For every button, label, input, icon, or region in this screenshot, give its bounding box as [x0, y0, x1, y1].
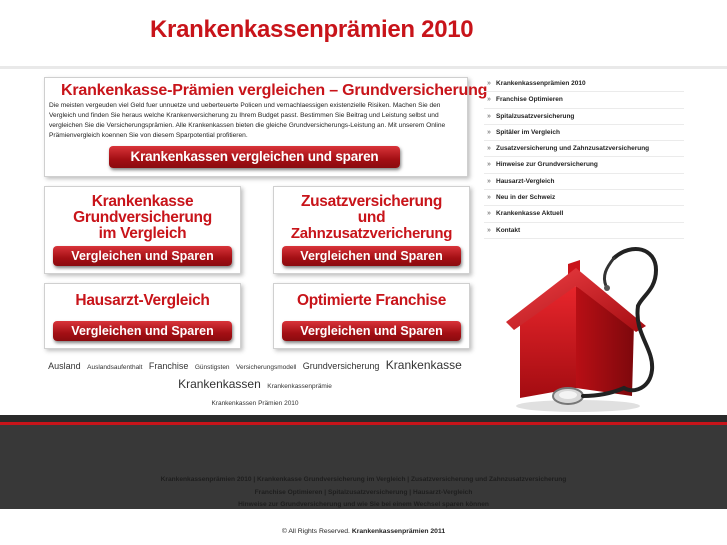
feature-box-hausarzt — [44, 283, 241, 349]
compare-button-grundversicherung[interactable]: Vergleichen und Sparen — [53, 246, 232, 266]
house-icon — [506, 238, 676, 420]
sidebar-item-neu-schweiz[interactable] — [484, 190, 684, 206]
feature-box-franchise — [273, 283, 470, 349]
sidebar-item-praemien-2010[interactable] — [484, 76, 684, 92]
sidebar-item-spitaeler[interactable] — [484, 125, 684, 141]
footer-links — [0, 474, 727, 512]
feature-box-grundversicherung — [44, 186, 241, 274]
sidebar-item-franchise[interactable] — [484, 92, 684, 108]
chevron-right-icon: » — [487, 177, 491, 185]
copyright-prefix: © All Rights Reserved. — [281, 528, 350, 535]
feature-title-line[interactable]: und — [357, 209, 386, 226]
feature-title-line[interactable]: Grundversicherung — [73, 209, 212, 226]
header-divider — [0, 66, 727, 69]
sidebar-nav — [484, 76, 684, 239]
house-stethoscope-illustration — [506, 238, 676, 420]
tag-link[interactable]: Krankenkassen — [178, 377, 261, 391]
tag-link[interactable]: Ausland — [48, 361, 81, 371]
intro-box — [44, 77, 488, 177]
chevron-right-icon: » — [487, 210, 491, 218]
chevron-right-icon: » — [487, 112, 491, 120]
compare-button-zusatzversicherung[interactable]: Vergleichen und Sparen — [282, 246, 461, 266]
sidebar-item-spitalzusatz[interactable] — [484, 109, 684, 125]
sidebar-item-label: Kontakt — [496, 226, 521, 234]
footer-links-line[interactable]: Franchise Optimieren | Spitalzusatzversicherung | Hausarzt-Vergleich — [254, 488, 473, 496]
feature-title-line[interactable]: Optimierte Franchise — [296, 292, 447, 309]
tag-link[interactable]: Franchise — [148, 361, 189, 371]
footer — [0, 425, 727, 509]
sidebar-item-label: Franchise Optimieren — [496, 96, 563, 104]
sidebar-item-hinweise[interactable] — [484, 157, 684, 173]
sidebar-item-label: Krankenkasse Aktuell — [496, 210, 564, 218]
copyright-site: Krankenkassenprämien 2011 — [351, 528, 446, 535]
compare-button-hausarzt[interactable]: Vergleichen und Sparen — [53, 321, 232, 341]
sidebar-item-label: Neu in der Schweiz — [496, 194, 556, 202]
tag-link[interactable]: Krankenkassenprämie — [267, 383, 332, 390]
feature-title-line[interactable]: Zusatzversicherung — [300, 193, 443, 210]
footer-links-line[interactable]: Krankenkassenprämien 2010 | Krankenkasse Grundversicherung im Vergleich | Zusatzversicherung und Zahnzusatzversicherung — [160, 476, 567, 483]
sidebar-item-label: Spitäler im Vergleich — [496, 128, 560, 136]
sidebar-item-label: Hausarzt-Vergleich — [496, 177, 555, 185]
sidebar-item-kontakt[interactable] — [484, 223, 684, 239]
intro-text: Die meisten vergeuden viel Geld fuer unnuetze und ueberteuerte Policen und vernachlaessigen existenzielle Risiken. Machen Sie den Vergleich und finden Sie heraus welche Krankenversicherung zu Ihrem Budget passt. Bestimmen Sie Beitrag und Leistung selbst und vergleichen Sie die Versicherungsprämien. Alle Krankenkassen bieten die gleiche Grundversicherungs-Leistung an. Mit unserem Online Prämienvergleich koennen Sie von diesem Sparpotential profitieren. — [49, 102, 446, 139]
copyright — [0, 528, 727, 535]
header — [0, 0, 727, 66]
chevron-right-icon: » — [487, 80, 491, 87]
tag-link[interactable]: Grundversicherung — [302, 361, 380, 371]
chevron-right-icon: » — [487, 194, 491, 202]
chevron-right-icon: » — [487, 145, 491, 153]
sidebar-item-label: Zusatzversicherung und Zahnzusatzversicherung — [496, 145, 650, 153]
footer-links-line[interactable]: Hinweise zur Grundversicherung und wie Sie bei einem Wechsel sparen können — [238, 501, 489, 508]
sidebar-item-label: Hinweise zur Grundversicherung — [496, 161, 598, 169]
footer-top-strip — [0, 415, 727, 422]
chevron-right-icon: » — [487, 161, 491, 169]
sidebar-item-zusatzversicherung[interactable] — [484, 141, 684, 157]
tag-link[interactable]: Günstigsten — [194, 364, 230, 371]
feature-title-line[interactable]: im Vergleich — [98, 225, 187, 242]
compare-button-franchise[interactable]: Vergleichen und Sparen — [282, 321, 461, 341]
tag-link[interactable]: Krankenkassen Prämien 2010 — [211, 400, 299, 407]
chevron-right-icon: » — [487, 96, 491, 104]
tag-link[interactable]: Krankenkasse — [385, 358, 462, 372]
chevron-right-icon: » — [487, 128, 491, 136]
feature-title-line[interactable]: Hausarzt-Vergleich — [75, 292, 210, 309]
tag-link[interactable]: Versicherungsmodell — [236, 364, 297, 371]
intro-title[interactable]: Krankenkasse-Prämien vergleichen – Grundversicherung — [61, 82, 488, 99]
site-title[interactable]: Krankenkassenprämien 2010 — [150, 16, 474, 43]
chevron-right-icon: » — [487, 226, 491, 234]
feature-title-line[interactable]: Zahnzusatzvericherung — [290, 225, 453, 242]
sidebar-item-hausarzt[interactable] — [484, 174, 684, 190]
feature-title-line[interactable]: Krankenkasse — [91, 193, 194, 210]
feature-box-zusatzversicherung — [273, 186, 470, 274]
tag-link[interactable]: Auslandsaufenthalt — [87, 364, 143, 371]
sidebar-item-label: Spitalzusatzversicherung — [496, 112, 575, 120]
compare-and-save-button[interactable]: Krankenkassen vergleichen und sparen — [109, 146, 400, 168]
sidebar-item-label: Krankenkassenprämien 2010 — [496, 80, 586, 87]
sidebar-item-aktuell[interactable] — [484, 206, 684, 222]
